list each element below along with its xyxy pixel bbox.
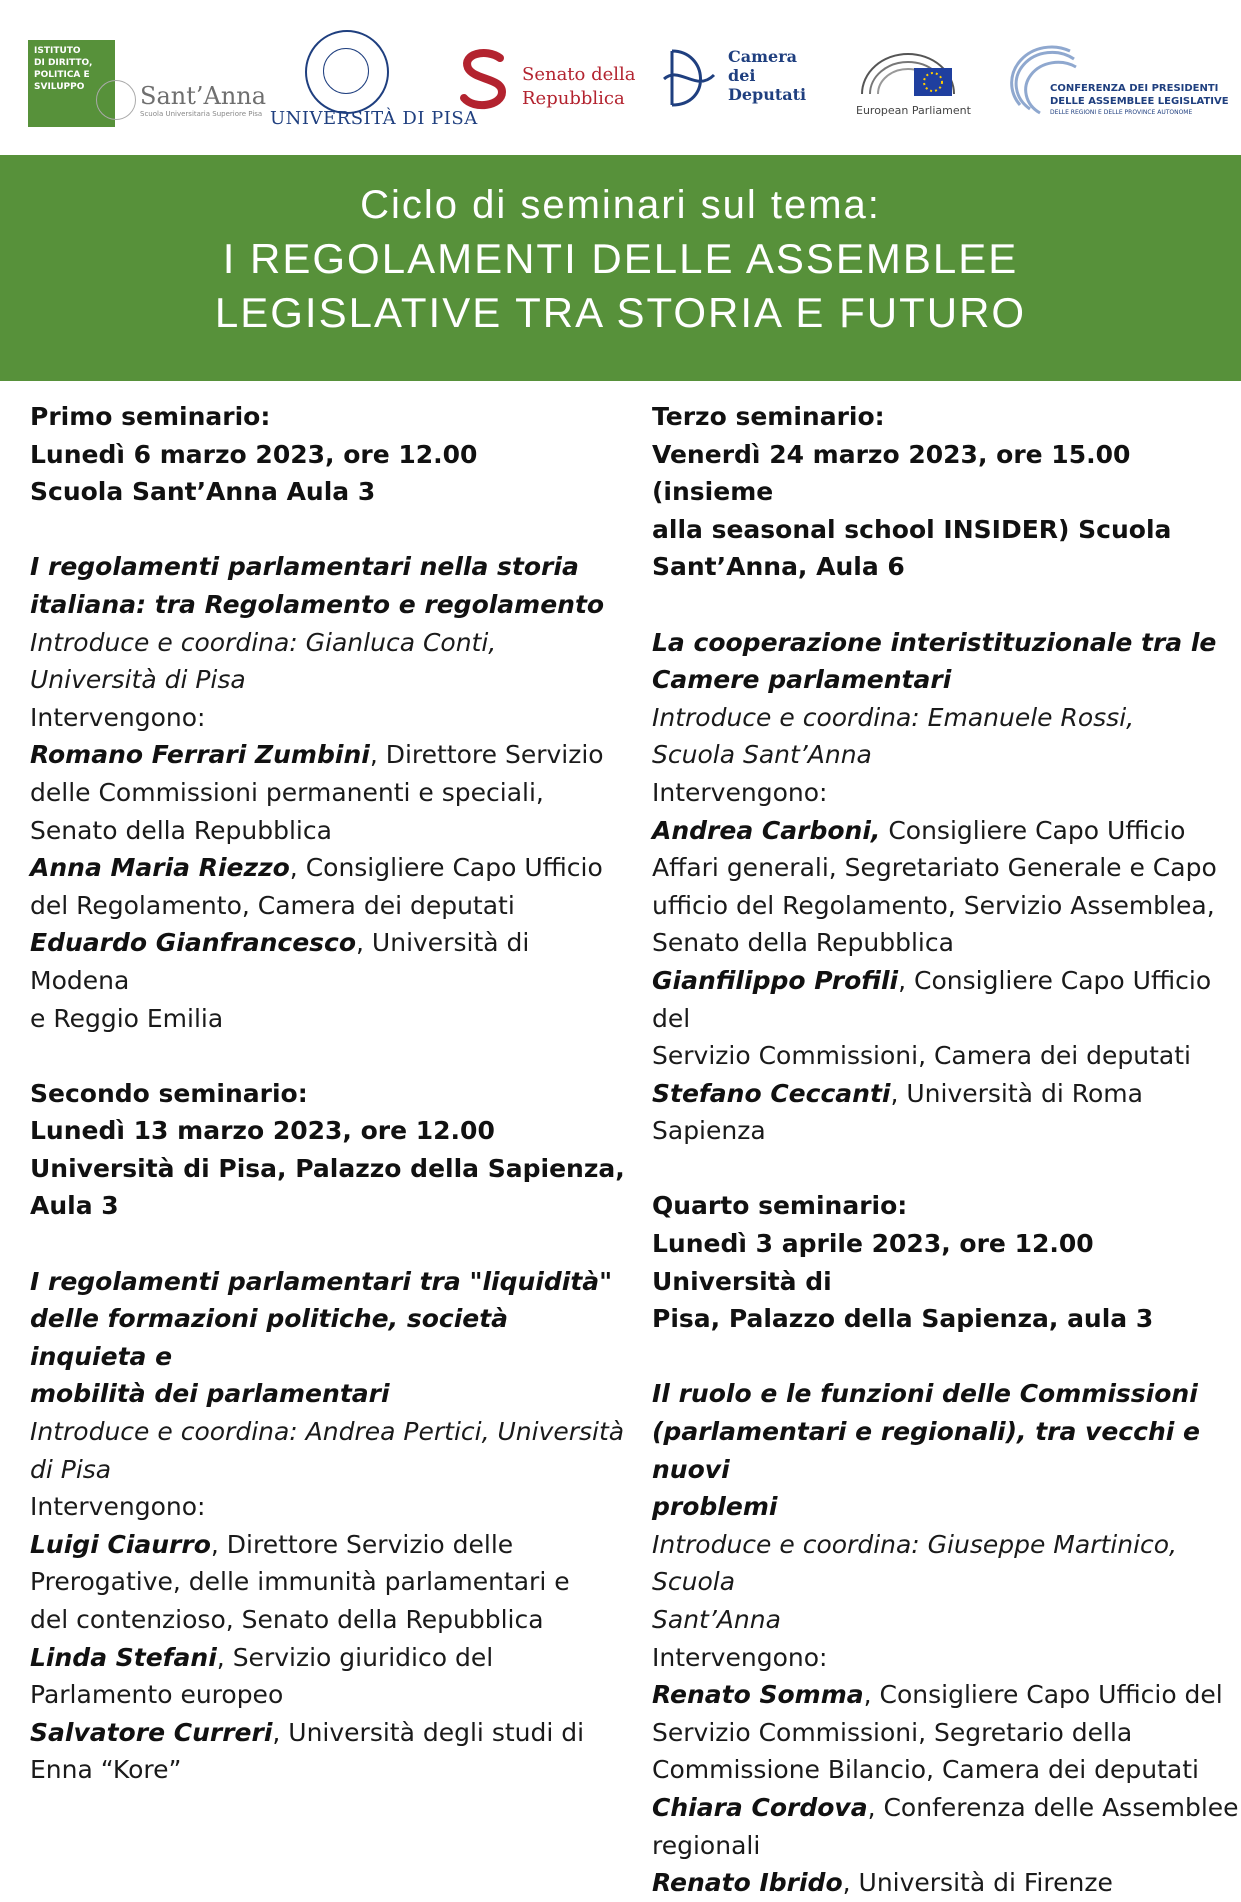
banner-title-line-1: I REGOLAMENTI DELLE ASSEMBLEE xyxy=(222,235,1019,282)
speaker-role: Prerogative, delle immunità parlamentari e xyxy=(30,1567,570,1597)
speaker-role: , Consigliere Capo Ufficio del xyxy=(652,965,1212,1033)
seminar-coordinator: Introduce e coordina: Giuseppe Martinico, Scuola xyxy=(652,1529,1177,1597)
speaker-role: Consigliere Capo Ufficio xyxy=(880,815,1186,845)
speaker-line xyxy=(652,1676,1241,1714)
european-parliament-name: European Parliament xyxy=(856,104,971,117)
logo-text: dei xyxy=(728,66,756,85)
speaker-role: Commissione Bilancio, Camera dei deputati xyxy=(652,1755,1199,1785)
speaker-name: Chiara Cordova xyxy=(652,1792,868,1822)
logo-text: SVILUPPO xyxy=(34,82,85,92)
speaker-role: Enna “Kore” xyxy=(30,1755,182,1785)
seminar-coordinator: Scuola Sant’Anna xyxy=(652,740,872,770)
speaker-line xyxy=(652,812,1241,850)
right-column xyxy=(652,398,1241,1902)
seminar-4 xyxy=(652,1187,1241,1901)
speakers-label: Intervengono: xyxy=(652,1642,828,1672)
conferenza-logo-name xyxy=(1050,82,1229,108)
seminar-topic: mobilità dei parlamentari xyxy=(30,1379,390,1409)
seminar-coordinator: Introduce e coordina: Andrea Pertici, Università xyxy=(30,1417,625,1447)
speaker-name: Luigi Ciaurro xyxy=(30,1529,211,1559)
pisa-seal-icon xyxy=(305,30,389,114)
seminar-location: Sant’Anna, Aula 6 xyxy=(652,552,905,582)
logo-text: CONFERENZA DEI PRESIDENTI xyxy=(1050,83,1219,94)
logo-text: Repubblica xyxy=(522,88,625,109)
seminar-date: Venerdì 24 marzo 2023, ore 15.00 (insieme xyxy=(652,439,1131,507)
seminar-location: alla seasonal school INSIDER) Scuola xyxy=(652,514,1172,544)
speaker-line xyxy=(30,1714,630,1752)
logo-text: Deputati xyxy=(728,85,807,104)
speaker-role: ufficio del Regolamento, Servizio Assemblea, xyxy=(652,890,1215,920)
sant-anna-name: Sant’Anna xyxy=(140,82,267,110)
pisa-logo-name: UNIVERSITÀ DI PISA xyxy=(270,108,478,129)
speaker-role: , Consigliere Capo Ufficio del xyxy=(863,1680,1223,1710)
seminar-topic: Il ruolo e le funzioni delle Commissioni xyxy=(652,1379,1198,1409)
logo-text: DI DIRITTO, xyxy=(34,58,93,68)
speaker-line xyxy=(652,1075,1241,1113)
conferenza-logo-subtitle: DELLE REGIONI E DELLE PROVINCE AUTONOME xyxy=(1050,109,1193,116)
speaker-role: Servizio Commissioni, Segretario della xyxy=(652,1717,1133,1747)
speaker-role: delle Commissioni permanenti e speciali, xyxy=(30,777,544,807)
speaker-name: Romano Ferrari Zumbini xyxy=(30,740,370,770)
speaker-line xyxy=(652,962,1241,1037)
speaker-name: Gianfilippo Profili xyxy=(652,965,899,995)
seminar-location: Aula 3 xyxy=(30,1191,119,1221)
speaker-role: , Università di Firenze xyxy=(842,1868,1113,1898)
seminar-topic: problemi xyxy=(652,1492,778,1522)
speaker-role: , Servizio giuridico del xyxy=(216,1642,494,1672)
seminar-heading: Quarto seminario: xyxy=(652,1191,908,1221)
sant-anna-seal-icon xyxy=(96,80,136,120)
speaker-role: del contenzioso, Senato della Repubblica xyxy=(30,1605,544,1634)
camera-logo-name xyxy=(728,47,806,104)
seminar-heading: Primo seminario: xyxy=(30,402,271,431)
speaker-role: , Direttore Servizio delle xyxy=(210,1529,514,1559)
speaker-role: regionali xyxy=(652,1830,761,1860)
senato-emblem-icon xyxy=(456,48,514,110)
seminar-topic: (parlamentari e regionali), tra vecchi e nuovi xyxy=(652,1417,1200,1484)
speaker-role: , Università di Roma xyxy=(890,1078,1143,1108)
seminar-coordinator: Introduce e coordina: Gianluca Conti, xyxy=(30,627,497,657)
speaker-line xyxy=(652,1789,1241,1827)
seminar-heading: Terzo seminario: xyxy=(652,402,885,431)
speaker-role: , Direttore Servizio xyxy=(369,740,604,770)
seminar-coordinator: di Pisa xyxy=(30,1454,112,1484)
speaker-name: Salvatore Curreri xyxy=(30,1717,273,1747)
logo-text: ISTITUTO xyxy=(34,46,81,56)
speakers-label: Intervengono: xyxy=(30,702,206,732)
speaker-line xyxy=(30,1639,630,1677)
speaker-role: , Università di Modena xyxy=(30,928,530,995)
left-column xyxy=(30,398,630,1789)
logo-text: DELLE ASSEMBLEE LEGISLATIVE xyxy=(1050,96,1229,107)
senato-logo-name xyxy=(522,63,636,111)
speaker-role: Sapienza xyxy=(652,1116,766,1146)
speaker-name: Renato Somma xyxy=(652,1680,864,1710)
speakers-label: Intervengono: xyxy=(652,777,828,807)
speaker-role: , Università degli studi di xyxy=(272,1717,585,1747)
seminar-coordinator: Sant’Anna xyxy=(652,1605,781,1634)
seminar-date: Lunedì 6 marzo 2023, ore 12.00 xyxy=(30,439,478,469)
logo-text: POLITICA E xyxy=(34,70,90,80)
speaker-role: Servizio Commissioni, Camera dei deputati xyxy=(652,1041,1191,1071)
speaker-role: Parlamento europeo xyxy=(30,1680,284,1710)
banner-title-line-2: LEGISLATIVE TRA STORIA E FUTURO xyxy=(214,289,1027,336)
speaker-line xyxy=(30,924,630,999)
speaker-line xyxy=(652,1864,1241,1902)
speaker-name: Anna Maria Riezzo xyxy=(30,853,290,883)
speaker-role: Senato della Repubblica xyxy=(30,815,332,845)
speaker-name: Renato Ibrido xyxy=(652,1868,843,1898)
european-parliament-icon xyxy=(858,44,958,102)
speaker-line xyxy=(30,849,630,887)
seminar-topic: I regolamenti parlamentari tra "liquidità" xyxy=(30,1266,613,1296)
seminar-coordinator: Introduce e coordina: Emanuele Rossi, xyxy=(652,702,1135,732)
seminar-location: Università di Pisa, Palazzo della Sapienza, xyxy=(30,1153,625,1183)
seminar-2 xyxy=(30,1075,630,1789)
seminar-location: Pisa, Palazzo della Sapienza, aula 3 xyxy=(652,1304,1154,1334)
seminar-1 xyxy=(30,398,630,1037)
seminar-topic: italiana: tra Regolamento e regolamento xyxy=(30,589,605,619)
seminar-date: Lunedì 13 marzo 2023, ore 12.00 xyxy=(30,1116,495,1146)
seminar-location: Scuola Sant’Anna Aula 3 xyxy=(30,477,376,507)
speaker-role: del Regolamento, Camera dei deputati xyxy=(30,890,515,920)
logo-text: Senato della xyxy=(522,64,636,85)
speaker-line xyxy=(30,1526,630,1564)
logo-strip xyxy=(0,0,1241,155)
seminar-heading: Secondo seminario: xyxy=(30,1078,308,1108)
speaker-name: Eduardo Gianfrancesco xyxy=(30,928,357,958)
speaker-role: e Reggio Emilia xyxy=(30,1003,224,1033)
speaker-role: Senato della Repubblica xyxy=(652,928,954,958)
speaker-name: Stefano Ceccanti xyxy=(652,1078,891,1108)
banner-subtitle: Ciclo di seminari sul tema: xyxy=(360,183,881,227)
speaker-role: , Consigliere Capo Ufficio xyxy=(289,853,603,883)
sant-anna-subtitle: Scuola Universitaria Superiore Pisa xyxy=(140,110,263,118)
speaker-role: Affari generali, Segretariato Generale e Capo xyxy=(652,853,1217,883)
seminar-topic: delle formazioni politiche, società inquieta e xyxy=(30,1304,509,1371)
speakers-label: Intervengono: xyxy=(30,1492,206,1522)
speaker-role: , Conferenza delle Assemblee xyxy=(867,1792,1239,1822)
seminar-coordinator: Università di Pisa xyxy=(30,665,246,695)
title-banner xyxy=(0,155,1241,381)
logo-text: Camera xyxy=(728,47,798,66)
seminar-topic: La cooperazione interistituzionale tra le xyxy=(652,627,1217,657)
speaker-name: Linda Stefani xyxy=(30,1642,217,1672)
speaker-name: Andrea Carboni, xyxy=(652,815,881,845)
seminar-topic: I regolamenti parlamentari nella storia xyxy=(30,552,579,582)
seminar-date: Lunedì 3 aprile 2023, ore 12.00 Università di xyxy=(652,1229,1094,1296)
seminar-topic: Camere parlamentari xyxy=(652,665,952,695)
camera-emblem-icon xyxy=(660,45,718,111)
speaker-line xyxy=(30,736,630,774)
seminar-3 xyxy=(652,398,1241,1150)
